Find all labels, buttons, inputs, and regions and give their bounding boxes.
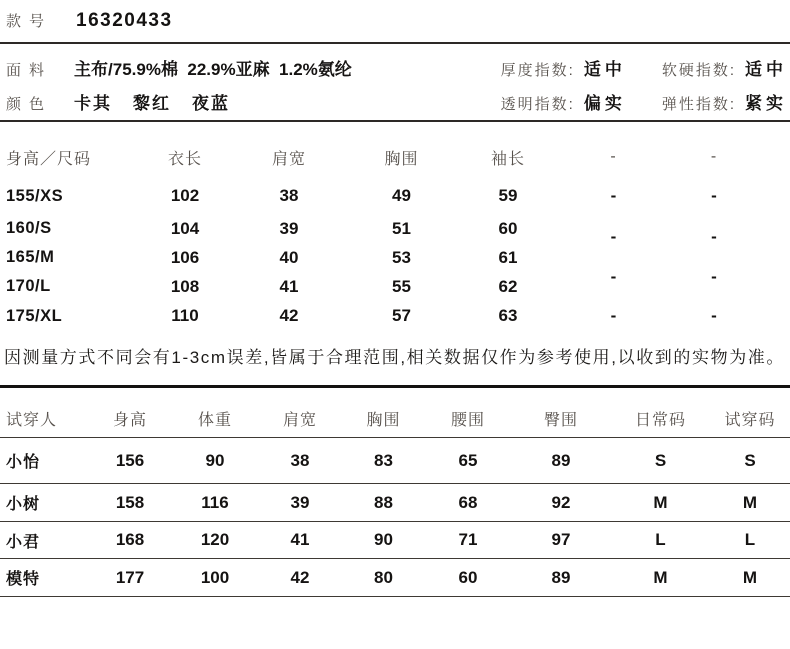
waist-value: 65	[458, 450, 478, 470]
shoulder-value: 41	[290, 530, 310, 549]
bust-value: 88	[374, 492, 393, 512]
daily-size-value: L	[655, 530, 666, 549]
daily-size-value: S	[654, 450, 667, 470]
fitter-name: 模特	[6, 571, 41, 588]
size-value: 175/XL	[6, 306, 63, 325]
color-option-khaki: 卡其	[74, 94, 113, 113]
bust-value: 57	[392, 306, 411, 325]
bust-value: 49	[392, 186, 411, 205]
length-col-header: 衣长	[167, 150, 202, 168]
bust-value: 90	[374, 530, 393, 549]
length-value: 102	[170, 186, 200, 205]
fit-size-value: L	[744, 530, 756, 549]
elasticity-index-label: 弹性指数:	[661, 96, 736, 113]
elasticity-index	[662, 89, 787, 114]
shoulder-value: 38	[279, 186, 299, 205]
height-value: 156	[115, 450, 145, 470]
hip-col-header: 臀围	[543, 412, 578, 429]
waist-value: 68	[458, 492, 478, 512]
shoulder-value: 40	[279, 247, 299, 267]
style-number-value: 16320433	[76, 10, 173, 31]
size-row-170l	[0, 266, 790, 301]
color-options	[74, 89, 230, 114]
fit-row-model	[0, 559, 790, 597]
dash-value: -	[610, 186, 617, 205]
shoulder-value: 42	[279, 306, 299, 325]
fit-table	[0, 388, 790, 597]
size-value: 160/S	[6, 219, 52, 237]
fit-row-xiaoshu	[0, 484, 790, 522]
hip-value: 89	[551, 567, 571, 587]
length-value: 110	[171, 306, 199, 325]
size-row-155xs	[0, 178, 790, 214]
color-row	[6, 89, 787, 114]
bust-value: 53	[392, 247, 411, 267]
dash-value: -	[711, 186, 717, 205]
size-row-160s	[0, 214, 790, 246]
fit-row-xiaoyi	[0, 438, 790, 484]
shoulder-col-header: 肩宽	[271, 150, 306, 168]
height-col-header: 身高	[112, 412, 147, 429]
color-option-nightblue: 夜蓝	[192, 94, 231, 113]
softness-index-label: 软硬指数:	[661, 62, 736, 79]
bust-value: 83	[374, 450, 393, 470]
size-value: 165/M	[6, 248, 55, 266]
size-table-header	[0, 122, 790, 178]
style-number-label: 款号	[6, 13, 53, 30]
index-group-top	[501, 55, 787, 80]
transparency-index	[501, 89, 626, 114]
transparency-index-value: 偏实	[583, 94, 626, 113]
fabric-label: 面料	[6, 62, 53, 79]
divider-top	[0, 42, 790, 44]
bust-col-header: 胸围	[366, 412, 401, 429]
size-value: 155/XS	[6, 186, 64, 205]
thickness-index	[501, 55, 626, 80]
daily-size-value: M	[653, 492, 668, 512]
sleeve-value: 60	[498, 218, 518, 238]
fabric-value: 主布/75.9%棉 22.9%亚麻 1.2%氨纶	[74, 60, 352, 79]
empty-col-header: -	[710, 148, 718, 165]
hip-value: 97	[551, 530, 571, 549]
fitter-name: 小君	[6, 533, 41, 551]
dash-value: -	[711, 226, 717, 246]
weight-value: 90	[205, 450, 225, 470]
empty-col-header: -	[610, 148, 617, 165]
shoulder-value: 39	[290, 492, 310, 512]
dash-value: -	[711, 266, 717, 286]
daily-size-col-header: 日常码	[634, 412, 686, 429]
color-label: 颜色	[6, 96, 53, 113]
daily-size-value: M	[653, 567, 668, 587]
size-row-175xl	[0, 301, 790, 331]
sleeve-value: 59	[498, 186, 518, 205]
thickness-index-value: 适中	[583, 60, 626, 79]
weight-value: 116	[201, 492, 229, 512]
shoulder-col-header: 肩宽	[282, 412, 317, 429]
waist-value: 60	[458, 567, 478, 587]
sleeve-value: 62	[498, 276, 518, 296]
transparency-index-label: 透明指数:	[500, 96, 575, 113]
dash-value: -	[610, 306, 617, 325]
sleeve-value: 61	[498, 247, 518, 267]
sleeve-col-header: 袖长	[490, 150, 525, 168]
fitter-name: 小怡	[6, 454, 41, 471]
fit-table-header	[0, 388, 790, 438]
dash-value: -	[711, 306, 717, 325]
fit-size-value: S	[744, 450, 756, 470]
shoulder-value: 41	[279, 276, 299, 296]
waist-col-header: 腰围	[450, 412, 485, 429]
fit-size-value: M	[742, 492, 758, 512]
height-value: 168	[115, 530, 145, 549]
softness-index	[662, 55, 787, 80]
bust-value: 80	[374, 567, 393, 587]
size-value: 170/L	[6, 277, 51, 295]
size-table	[0, 122, 790, 331]
sleeve-value: 63	[498, 306, 518, 325]
bust-col-header: 胸围	[384, 150, 419, 168]
elasticity-index-value: 紧实	[745, 94, 787, 113]
dash-value: -	[610, 226, 617, 246]
length-value: 104	[170, 218, 200, 238]
waist-value: 71	[458, 530, 478, 549]
fitter-col-header: 试穿人	[6, 412, 58, 429]
shoulder-value: 39	[279, 218, 299, 238]
fit-row-xiaojun	[0, 522, 790, 559]
fit-size-value: M	[742, 567, 758, 587]
bust-value: 51	[392, 218, 411, 238]
length-value: 106	[170, 247, 200, 267]
shoulder-value: 38	[290, 450, 310, 470]
bust-value: 55	[392, 276, 411, 296]
length-value: 108	[170, 276, 200, 296]
height-value: 158	[115, 492, 145, 512]
softness-index-value: 适中	[745, 60, 787, 79]
size-col-header: 身高／尺码	[6, 150, 92, 168]
measurement-disclaimer: 因测量方式不同会有1-3cm误差,皆属于合理范围,相关数据仅作为参考使用,以收到的实物为准。	[4, 348, 785, 367]
thickness-index-label: 厚度指数:	[500, 62, 575, 79]
color-option-lired: 黎红	[133, 94, 172, 113]
index-group-bottom	[501, 89, 787, 114]
weight-value: 100	[200, 567, 230, 587]
shoulder-value: 42	[290, 567, 310, 587]
hip-value: 89	[551, 450, 571, 470]
height-value: 177	[115, 567, 145, 587]
fabric-row	[6, 55, 787, 80]
weight-col-header: 体重	[197, 412, 232, 429]
color-group	[6, 89, 230, 114]
style-number-row	[6, 10, 173, 32]
dash-value: -	[610, 266, 617, 286]
fabric-group	[6, 55, 352, 80]
fit-size-col-header: 试穿码	[724, 412, 776, 429]
hip-value: 92	[551, 492, 571, 512]
fitter-name: 小树	[6, 496, 41, 513]
weight-value: 120	[200, 530, 230, 549]
